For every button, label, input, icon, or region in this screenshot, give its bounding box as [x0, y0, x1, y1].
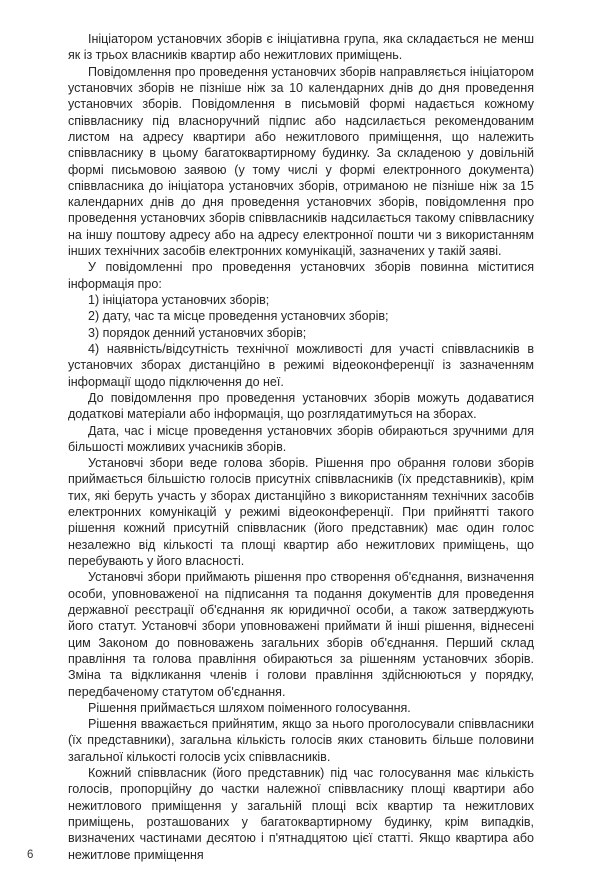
- page-body-text: [68, 31, 534, 863]
- body-paragraph: Кожний співвласник (його представник) під час голосування має кількість голосів, пропорційну до частки належної співвласнику площі квартири або нежитлового приміщення у загальній площі всіх квартир та нежитлових приміщень, розташованих у багатоквартирному будинку, крім випадків, визначених частинами десятою і п'ятнадцятою цієї статті. Якщо квартира або нежитлове приміщення: [68, 766, 534, 862]
- body-paragraph: Ініціатором установчих зборів є ініціативна група, яка складається не менш як із трьох власників квартир або нежитлових приміщень.: [68, 32, 534, 63]
- numbered-list-item: 1) ініціатора установчих зборів;: [88, 293, 270, 307]
- body-paragraph: У повідомленні про проведення установчих зборів повинна міститися інформація про:: [68, 260, 534, 291]
- body-paragraph: Дата, час і місце проведення установчих зборів обираються зручними для більшості можливих учасників зборів.: [68, 423, 534, 454]
- numbered-list-item: 4) наявність/відсутність технічної можливості для участі співвласників в установчих зборах дистанційно в режимі відеоконференції із зазначенням інформації щодо підключення до неї.: [68, 341, 534, 389]
- numbered-list-item: 2) дату, час та місце проведення установчих зборів;: [88, 309, 389, 324]
- body-paragraph: Установчі збори веде голова зборів. Рішення про обрання голови зборів приймається більшістю голосів присутніх співвласників (їх представників), крім тих, які беруть участь у зборах дистанційно з використанням технічних засобів електронних комунікацій у режимі відеоконференції. При прийнятті такого рішення кожний присутній співвласник (його представник) має один голос незалежно від кількості та площі квартир або нежитлових приміщень, що перебувають у його власності.: [68, 456, 534, 568]
- body-paragraph: Рішення вважається прийнятим, якщо за нього проголосували співвласники (їх представники), загальна кількість голосів яких становить більше половини загальної кількості голосів усіх співвласників.: [68, 717, 534, 764]
- body-paragraph: Рішення приймається шляхом поіменного голосування.: [88, 700, 411, 715]
- page-number: 6: [27, 849, 34, 861]
- body-paragraph: Повідомлення про проведення установчих зборів направляється ініціатором установчих зборів не пізніше ніж за 10 календарних днів до дня проведення установчих зборів. Повідомлення в письмовій формі надається кожному співвласнику під власноручний підпис або надсилається рекомендованим листом на адресу квартири або нежитлового приміщення, що належить співвласнику в цьому багатоквартирному будинку. За складеною у довільній формі письмовою заявою (у тому числі у формі електронного документа) співвласника до ініціатора установчих зборів, отриманою не пізніше ніж за 15 календарних днів до дня проведення установчих зборів, повідомлення про проведення установчих зборів співвласників надсилається такому співвласнику на іншу поштову адресу або на адресу електронної пошти чи з використанням інших технічних засобів електронних комунікацій, зазначених у такій заяві.: [68, 64, 534, 259]
- body-paragraph: До повідомлення про проведення установчих зборів можуть додаватися додаткові матеріали або інформація, що розглядатимуться на зборах.: [68, 390, 534, 422]
- body-paragraph: Установчі збори приймають рішення про створення об'єднання, визначення особи, уповноваженої на підписання та подання документів для проведення державної реєстрації об'єднання як юридичної особи, а також затверджують його статут. Установчі збори уповноважені приймати й інші рішення, віднесені цим Законом до повноважень загальних зборів об'єднання. Перший склад правління та голова правління обираються за рішенням установчих зборів. Зміна та відкликання членів і голови правління здійснюються у порядку, передбаченому статутом об'єднання.: [68, 570, 534, 699]
- numbered-list-item: 3) порядок денний установчих зборів;: [88, 325, 307, 340]
